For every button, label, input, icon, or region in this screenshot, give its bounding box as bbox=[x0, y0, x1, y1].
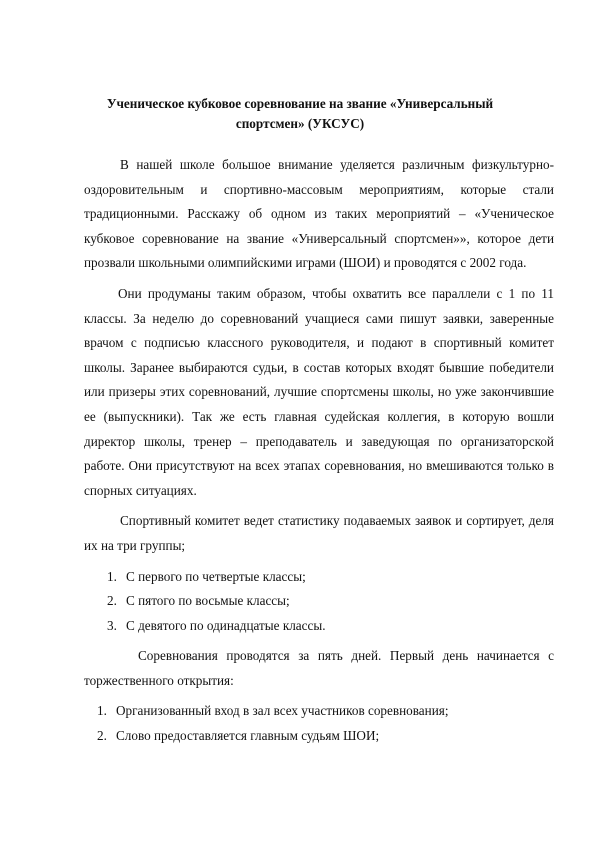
opening-ceremony-list bbox=[84, 699, 554, 748]
committee-paragraph: Спортивный комитет ведет статистику подаваемых заявок и сортирует, деля их на три группы; bbox=[84, 513, 554, 553]
list-item bbox=[84, 724, 554, 749]
list-item-number: 1. bbox=[107, 568, 117, 584]
list-item-text: С пятого по восьмые классы; bbox=[126, 593, 290, 609]
age-groups-list bbox=[84, 565, 554, 639]
list-item-number: 2. bbox=[97, 728, 107, 744]
list-item-text: Организованный вход в зал всех участников соревнования; bbox=[116, 703, 449, 719]
list-item bbox=[84, 589, 554, 614]
intro-paragraph: В нашей школе большое внимание уделяется различным физкультурно-оздоровительным и спортивно-массовым мероприятиям, которые стали традиционными. Расскажу об одном из таких мероприятий – «Ученическое кубковое соревнование на звание «Универсальный спортсмен»», которое дети прозвали школьными олимпийскими играми (ШОИ) и проводятся с 2002 года. bbox=[84, 157, 554, 271]
list-item bbox=[84, 699, 554, 724]
document-title: Ученическое кубковое соревнование на звание «Универсальный спортсмен» (УКСУС) bbox=[106, 96, 494, 131]
list-item-number: 3. bbox=[107, 617, 117, 633]
list-item-text: Слово предоставляется главным судьям ШОИ; bbox=[116, 728, 380, 744]
list-item-text: С первого по четвертые классы; bbox=[126, 568, 306, 584]
schedule-paragraph: Соревнования проводятся за пять дней. Первый день начинается с торжественного открытия: bbox=[84, 648, 554, 688]
list-item-number: 2. bbox=[107, 593, 117, 609]
list-item bbox=[84, 565, 554, 590]
list-item-text: С девятого по одинадцатые классы. bbox=[126, 617, 326, 633]
organization-paragraph: Они продуманы таким образом, чтобы охватить все параллели с 1 по 11 классы. За неделю до соревнований учащиеся сами пишут заявки, заверенные врачом с подписью классного руководителя, и подают в спортивный комитет школы. Заранее выбираются судьи, в состав которых входят бывшие победители или призеры этих соревнований, лучшие спортсмены школы, но уже закончившие ее (выпускники). Так же есть главная судейская коллегия, в которую вошли директор школы, тренер – преподаватель и заведующая по организаторской работе. Они присутствуют на всех этапах соревнования, но вмешиваются только в спорных ситуациях. bbox=[84, 285, 554, 498]
list-item bbox=[84, 614, 554, 639]
document-body bbox=[84, 153, 554, 755]
list-item-number: 1. bbox=[97, 703, 107, 719]
